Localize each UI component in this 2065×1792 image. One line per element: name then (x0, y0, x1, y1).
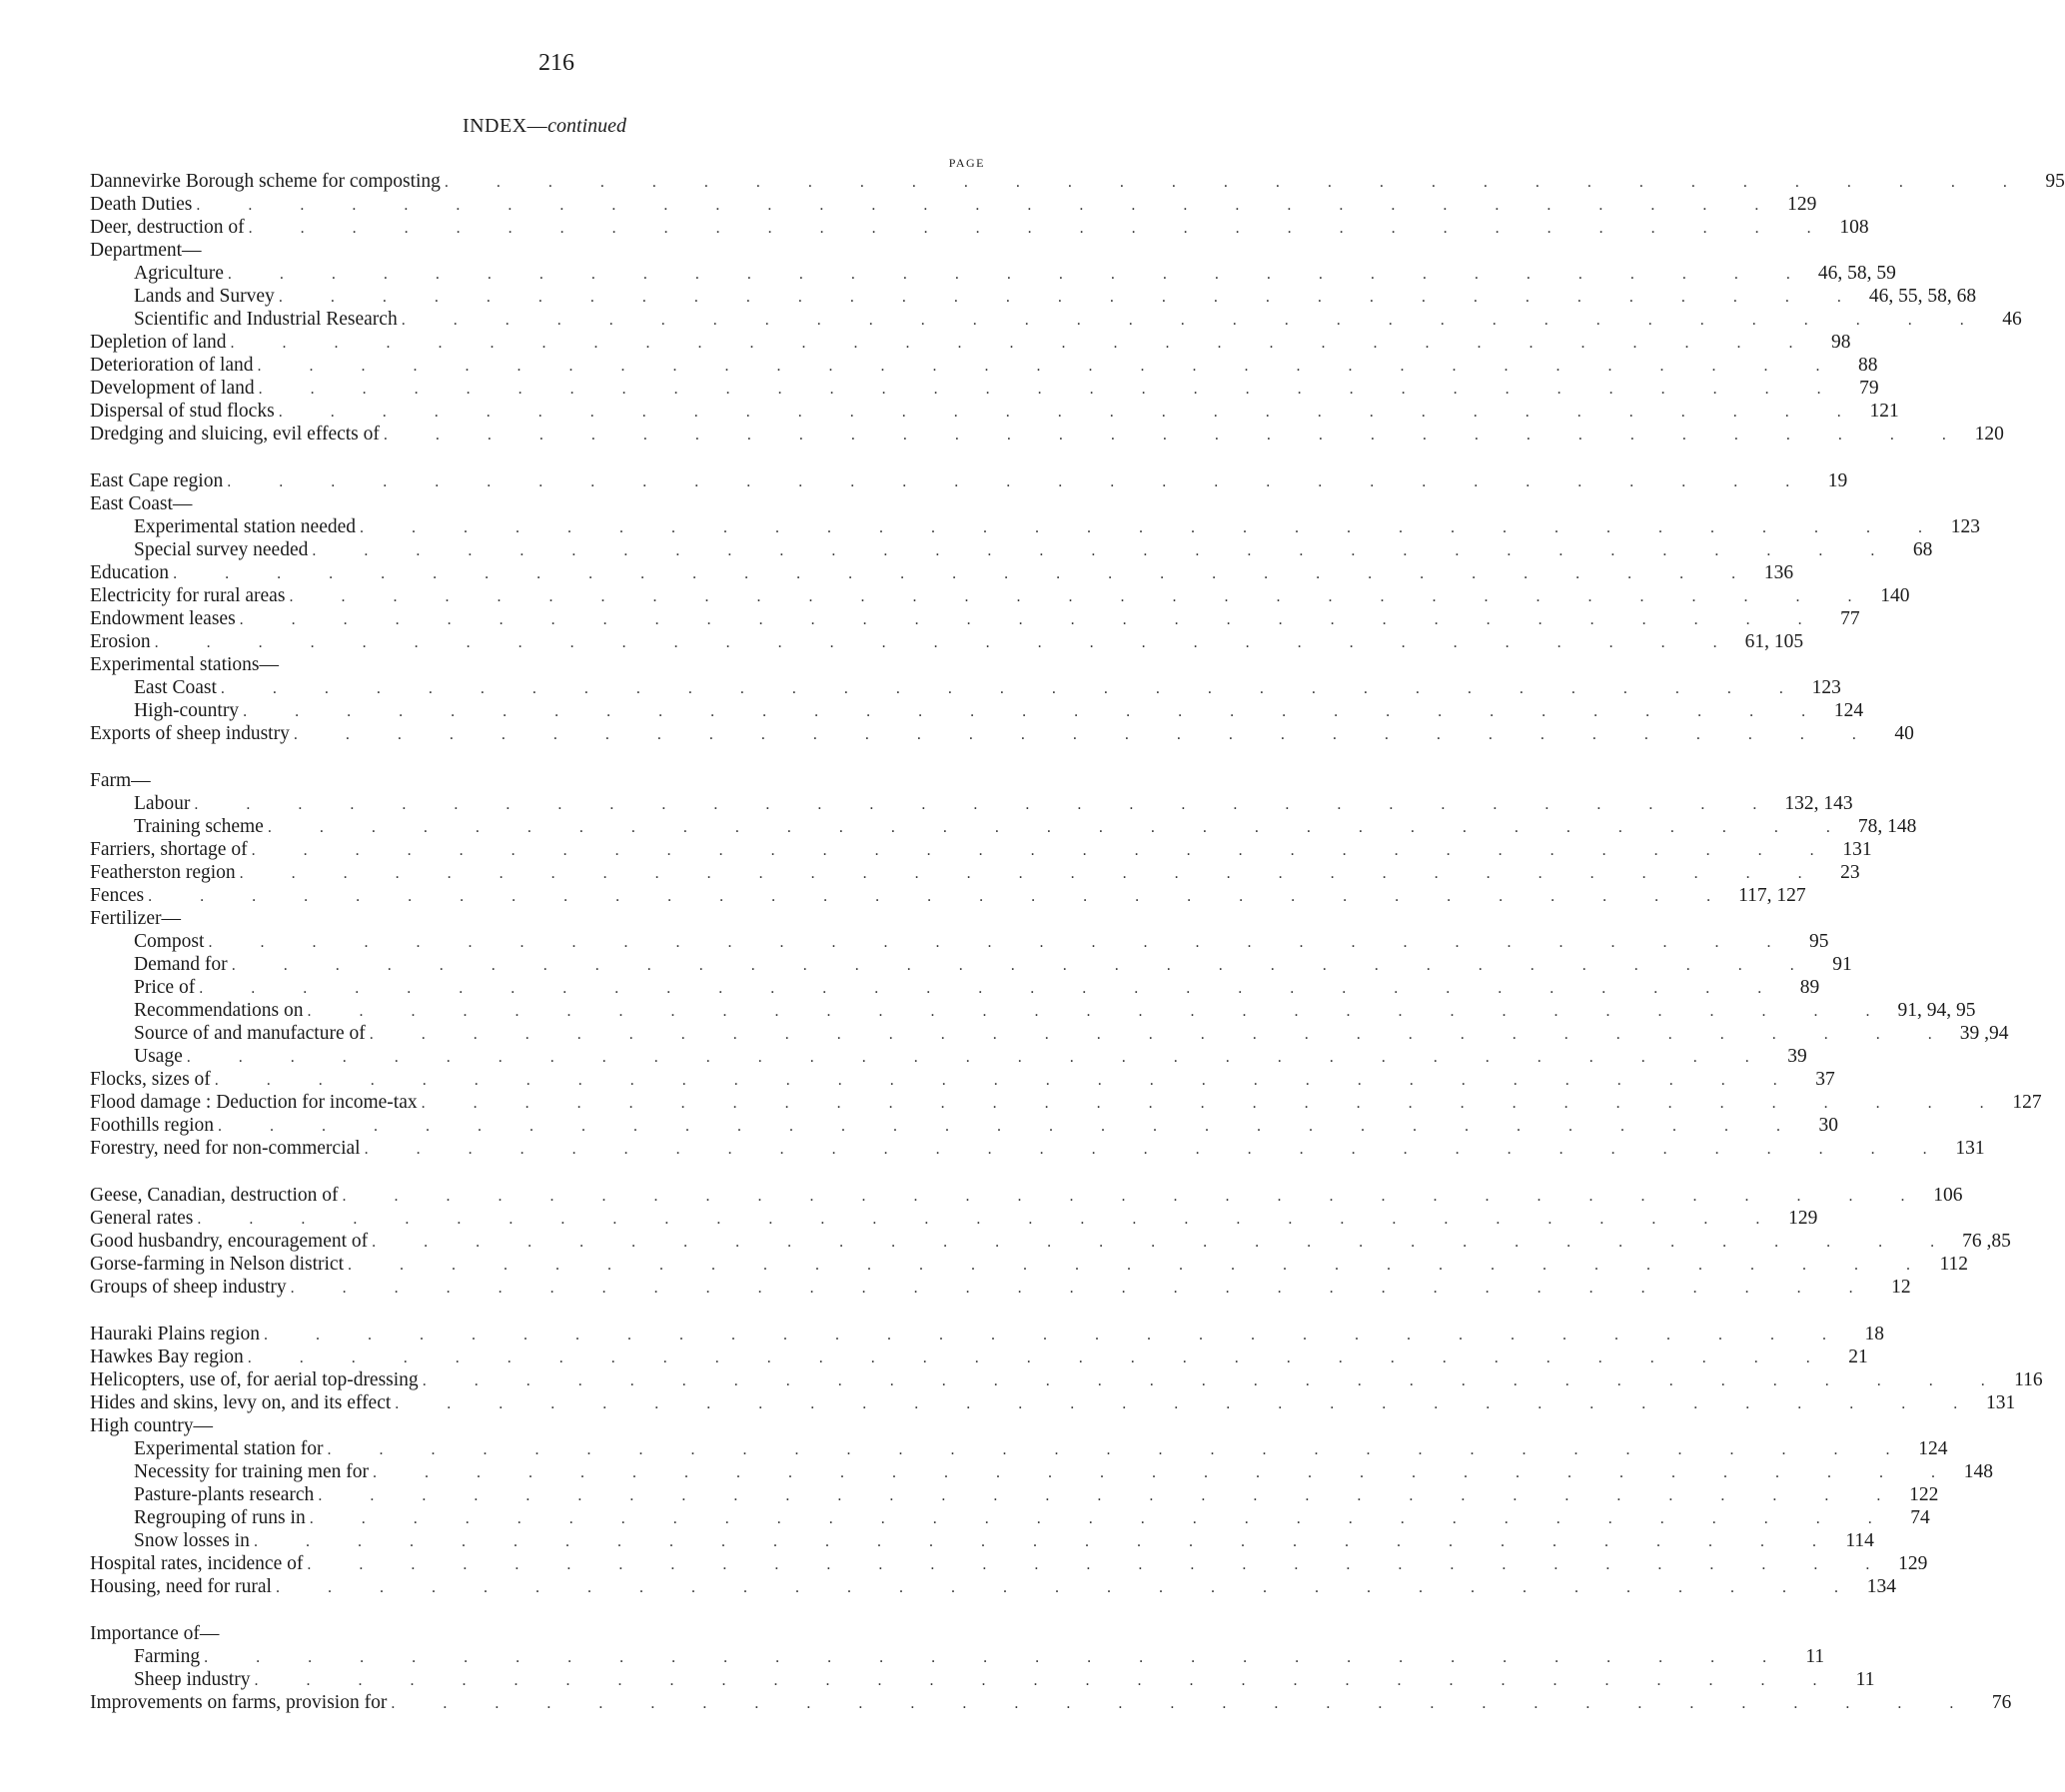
entry-label: Hawkes Bay region (90, 1345, 248, 1368)
index-entry (90, 1345, 1868, 1368)
index-entry (90, 216, 1869, 239)
index-entry (90, 1552, 1928, 1575)
entry-pages: 23 (1840, 862, 1860, 883)
entry-label: Forestry, need for non-commercial (90, 1137, 365, 1160)
entry-pages: 46, 58, 59 (1817, 263, 1896, 284)
index-entry (90, 331, 1851, 354)
entry-label: Dispersal of stud flocks (90, 400, 279, 423)
index-subentry (90, 1483, 1939, 1506)
entry-label: Usage (90, 1045, 187, 1068)
dot-leader: . . . . . . . . . . . . . . . . . . . . . . . . . . . . . . . (227, 473, 1812, 490)
index-entry (90, 170, 2065, 193)
entry-label: East Coast (90, 676, 221, 699)
entry-pages: 131 (1955, 1138, 1985, 1159)
entry-label: Importance of— (90, 1622, 223, 1645)
index-subentry (90, 1460, 1994, 1483)
dot-leader: . . . . . . . . . . . . . . . . . . . . . . . . . . . . . . . (278, 404, 1863, 421)
dot-leader: . . . . . . . . . . . . . . . . . . . . . . . . . . . . . . . (218, 1118, 1803, 1135)
entry-label: Labour (90, 792, 194, 815)
entry-pages: 46 (2002, 309, 2022, 330)
index-subentry (90, 515, 1981, 538)
index-entry (90, 492, 985, 515)
entry-label: Good husbandry, encouragement of (90, 1230, 372, 1253)
index-entry (90, 1184, 1963, 1207)
entry-label: Farriers, shortage of (90, 838, 252, 861)
dot-leader: . . . . . . . . . . . . . . . . . . . . . . . . . . . . . . . (364, 1141, 1949, 1158)
dot-leader: . . . . . . . . . . . . . . . . . . . . . . . . . . . . . . . (196, 197, 1781, 214)
index-entry (90, 1368, 2043, 1391)
index-entry (90, 1230, 2011, 1253)
dot-leader: . . . . . . . . . . . . . . . . . . . . . . . . . . . . . . . (194, 796, 1779, 813)
entry-pages: 78, 148 (1857, 816, 1917, 837)
entry-pages: 74 (1910, 1507, 1930, 1528)
index-subentry (90, 976, 1820, 999)
index-list (90, 170, 2065, 1714)
entry-label: Deer, destruction of (90, 216, 249, 239)
entry-label: Development of land (90, 377, 259, 400)
dot-leader: . . . . . . . . . . . . . . . . . . . . . . . . . . . . . . . (383, 427, 1968, 444)
entry-pages: 120 (1974, 424, 2004, 445)
dot-leader: . . . . . . . . . . . . . . . . . . . . . . . . . . . . . . . (204, 1649, 1789, 1666)
entry-label: Dannevirke Borough scheme for composting (90, 170, 445, 193)
dot-leader: . . . . . . . . . . . . . . . . . . . . . . . . . . . . . . . (360, 519, 1945, 536)
entry-pages: 40 (1894, 723, 1914, 744)
dot-leader: . . . . . . . . . . . . . . . . . . . . . . . . . . . . . . . (267, 819, 1852, 836)
entry-label: Deterioration of land (90, 354, 258, 377)
index-entry (90, 1276, 1911, 1299)
entry-label: Training scheme (90, 815, 268, 838)
entry-label: Pasture-plants research (90, 1483, 318, 1506)
entry-pages: 77 (1840, 608, 1860, 629)
entry-label: Fences (90, 884, 148, 907)
entry-pages: 134 (1866, 1576, 1896, 1597)
dot-leader: . . . . . . . . . . . . . . . . . . . . . . . . . . . . . . . (258, 381, 1843, 398)
entry-pages: 39 ,94 (1959, 1023, 2009, 1044)
entry-label: Erosion (90, 630, 155, 653)
entry-pages: 61, 105 (1744, 631, 1804, 652)
entry-pages: 11 (1855, 1669, 1875, 1690)
entry-label: Lands and Survey (90, 285, 279, 308)
dot-leader: . . . . . . . . . . . . . . . . . . . . . . . . . . . . . . . (186, 1049, 1771, 1066)
entry-label: Dredging and sluicing, evil effects of (90, 423, 384, 446)
index-entry (90, 907, 985, 930)
entry-label: Foothills region (90, 1114, 218, 1137)
entry-label: Death Duties (90, 193, 196, 216)
entry-pages: 131 (1842, 839, 1872, 860)
index-subentry (90, 1529, 1874, 1552)
entry-pages: 121 (1869, 401, 1899, 422)
index-subentry (90, 930, 1829, 953)
dot-leader: . . . . . . . . . . . . . . . . . . . . . . . . . . . . . . . (239, 865, 1824, 882)
dot-leader: . . . . . . . . . . . . . . . . . . . . . . . . . . . . . . . (257, 358, 1842, 375)
entry-label: Scientific and Industrial Research (90, 308, 402, 331)
entry-pages: 106 (1933, 1185, 1963, 1206)
entry-label: Gorse-farming in Nelson district (90, 1253, 348, 1276)
index-entry (90, 884, 1806, 907)
entry-pages: 124 (1833, 700, 1864, 721)
index-entry (90, 653, 985, 676)
entry-label: High country— (90, 1414, 217, 1437)
index-entry (90, 423, 2004, 446)
index-subentry (90, 1045, 1807, 1068)
dot-leader: . . . . . . . . . . . . . . . . . . . . . . . . . . . . . . . (214, 1072, 1799, 1089)
dot-leader: . . . . . . . . . . . . . . . . . . . . . . . . . . . . . . . (307, 1556, 1892, 1573)
index-entry (90, 1575, 1896, 1598)
entry-label: Sheep industry (90, 1668, 254, 1691)
entry-pages: 122 (1909, 1484, 1939, 1505)
dot-leader: . . . . . . . . . . . . . . . . . . . . . . . . . . . . . . . (208, 934, 1793, 951)
entry-pages: 131 (1986, 1392, 2016, 1413)
dot-leader: . . . . . . . . . . . . . . . . . . . . . . . . . . . . . . . (253, 1533, 1838, 1550)
entry-label: Special survey needed (90, 538, 312, 561)
dot-leader: . . . . . . . . . . . . . . . . . . . . . . . . . . . . . . . (422, 1372, 2007, 1389)
dot-leader: . . . . . . . . . . . . . . . . . . . . . . . . . . . . . . . (154, 634, 1739, 651)
entry-pages: 116 (2014, 1369, 2043, 1390)
entry-pages: 21 (1848, 1346, 1868, 1367)
index-entry (90, 561, 1794, 584)
dot-leader: . . . . . . . . . . . . . . . . . . . . . . . . . . . . . . . (372, 1234, 1957, 1251)
index-entry (90, 584, 1910, 607)
index-subentry (90, 1022, 2009, 1045)
dot-leader: . . . . . . . . . . . . . . . . . . . . . . . . . . . . . . . (342, 1188, 1927, 1205)
index-subentry (90, 815, 1917, 838)
entry-pages: 18 (1864, 1324, 1885, 1344)
dot-leader: . . . . . . . . . . . . . . . . . . . . . . . . . . . . . . . (254, 1672, 1839, 1689)
entry-label: Flocks, sizes of (90, 1068, 215, 1091)
entry-pages: 79 (1859, 378, 1879, 399)
dot-leader: . . . . . . . . . . . . . . . . . . . . . . . . . . . . . . . (227, 266, 1812, 283)
entry-pages: 91, 94, 95 (1897, 1000, 1976, 1021)
entry-pages: 129 (1898, 1553, 1928, 1574)
index-subentry (90, 285, 1977, 308)
entry-label: Fertilizer— (90, 907, 185, 930)
page-number: 216 (538, 50, 574, 76)
entry-label: High-country (90, 699, 243, 722)
entry-label: Agriculture (90, 262, 228, 285)
entry-pages: 148 (1963, 1461, 1994, 1482)
dot-leader: . . . . . . . . . . . . . . . . . . . . . . . . . . . . . . . (395, 1395, 1980, 1412)
dot-leader: . . . . . . . . . . . . . . . . . . . . . . . . . . . . . . . (231, 957, 1816, 974)
entry-label: Regrouping of runs in (90, 1506, 310, 1529)
entry-label: Improvements on farms, provision for (90, 1691, 391, 1714)
dot-leader: . . . . . . . . . . . . . . . . . . . . . . . . . . . . . . . (444, 174, 2029, 191)
entry-label: Education (90, 561, 173, 584)
dot-leader: . . . . . . . . . . . . . . . . . . . . . . . . . . . . . . . (275, 1579, 1860, 1596)
dot-leader: . . . . . . . . . . . . . . . . . . . . . . . . . . . . . . . (243, 703, 1828, 720)
entry-pages: 39 (1787, 1046, 1807, 1067)
index-entry (90, 400, 1899, 423)
dot-leader: . . . . . . . . . . . . . . . . . . . . . . . . . . . . . . . (373, 1464, 1958, 1481)
entry-label: Hides and skins, levy on, and its effect (90, 1391, 395, 1414)
dot-leader: . . . . . . . . . . . . . . . . . . . . . . . . . . . . . . . (318, 1487, 1903, 1504)
dot-leader: . . . . . . . . . . . . . . . . . . . . . . . . . . . . . . . (289, 588, 1874, 605)
index-subentry (90, 1437, 1948, 1460)
entry-pages: 129 (1788, 1208, 1818, 1229)
entry-label: Helicopters, use of, for aerial top-dressing (90, 1368, 423, 1391)
entry-pages: 30 (1818, 1115, 1839, 1136)
index-entry (90, 377, 1879, 400)
entry-pages: 136 (1763, 562, 1794, 583)
index-entry (90, 1691, 2012, 1714)
dot-leader: . . . . . . . . . . . . . . . . . . . . . . . . . . . . . . . (327, 1441, 1912, 1458)
dot-leader: . . . . . . . . . . . . . . . . . . . . . . . . . . . . . . . (307, 1003, 1892, 1020)
entry-label: Experimental stations— (90, 653, 283, 676)
entry-pages: 140 (1880, 585, 1910, 606)
index-entry (90, 1622, 985, 1645)
header-continued: continued (547, 115, 627, 137)
index-entry (90, 1137, 1985, 1160)
dot-leader: . . . . . . . . . . . . . . . . . . . . . . . . . . . . . . . (148, 888, 1733, 905)
dot-leader: . . . . . . . . . . . . . . . . . . . . . . . . . . . . . . . (391, 1695, 1976, 1712)
entry-label: Hospital rates, incidence of (90, 1552, 307, 1575)
dot-leader: . . . . . . . . . . . . . . . . . . . . . . . . . . . . . . . (264, 1327, 1849, 1344)
entry-pages: 91 (1832, 954, 1852, 975)
entry-pages: 127 (2012, 1092, 2042, 1113)
entry-label: Hauraki Plains region (90, 1323, 264, 1345)
dot-leader: . . . . . . . . . . . . . . . . . . . . . . . . . . . . . . . (369, 1026, 1954, 1043)
entry-pages: 89 (1799, 977, 1820, 998)
index-entry (90, 1207, 1818, 1230)
dot-leader: . . . . . . . . . . . . . . . . . . . . . . . . . . . . . . . (251, 842, 1836, 859)
index-subentry (90, 792, 1853, 815)
index-entry (90, 469, 1848, 492)
entry-label: Electricity for rural areas (90, 584, 289, 607)
index-subentry (90, 699, 1864, 722)
index-subentry (90, 538, 1933, 561)
index-subentry (90, 1645, 1825, 1668)
entry-label: Farm— (90, 769, 155, 792)
entry-pages: 88 (1858, 355, 1878, 376)
index-entry (90, 354, 1878, 377)
entry-label: Geese, Canadian, destruction of (90, 1184, 343, 1207)
index-entry (90, 769, 985, 792)
entry-pages: 108 (1839, 217, 1869, 238)
index-entry (90, 1068, 1835, 1091)
entry-label: Department— (90, 239, 206, 262)
index-entry (90, 239, 985, 262)
entry-label: General rates (90, 1207, 197, 1230)
entry-label: Price of (90, 976, 199, 999)
entry-label: Exports of sheep industry (90, 722, 294, 745)
entry-label: Recommendations on (90, 999, 308, 1022)
dot-leader: . . . . . . . . . . . . . . . . . . . . . . . . . . . . . . . (312, 542, 1897, 559)
entry-pages: 37 (1815, 1069, 1835, 1090)
entry-pages: 11 (1805, 1646, 1825, 1667)
index-entry (90, 1323, 1885, 1345)
index-entry (90, 1253, 1968, 1276)
entry-pages: 76 ,85 (1962, 1231, 2011, 1252)
entry-pages: 19 (1827, 470, 1848, 491)
index-entry (90, 861, 1860, 884)
entry-pages: 124 (1918, 1438, 1948, 1459)
index-entry (90, 838, 1872, 861)
dot-leader: . . . . . . . . . . . . . . . . . . . . . . . . . . . . . . . (309, 1510, 1894, 1527)
index-entry (90, 1114, 1839, 1137)
entry-label: Farming (90, 1645, 204, 1668)
index-entry (90, 607, 1860, 630)
dot-leader: . . . . . . . . . . . . . . . . . . . . . . . . . . . . . . . (278, 289, 1863, 306)
index-header (0, 115, 1089, 138)
index-entry (90, 1391, 2016, 1414)
entry-pages: 129 (1787, 194, 1817, 215)
entry-pages: 95 (1808, 931, 1829, 952)
entry-label: Snow losses in (90, 1529, 254, 1552)
dot-leader: . . . . . . . . . . . . . . . . . . . . . . . . . . . . . . . (421, 1095, 2006, 1112)
entry-label: Experimental station needed (90, 515, 360, 538)
entry-pages: 112 (1939, 1254, 1968, 1275)
entry-label: East Cape region (90, 469, 227, 492)
index-entry (90, 1091, 2042, 1114)
entry-pages: 117, 127 (1738, 885, 1806, 906)
dot-leader: . . . . . . . . . . . . . . . . . . . . . . . . . . . . . . . (239, 611, 1824, 628)
index-subentry (90, 676, 1841, 699)
entry-pages: 123 (1950, 516, 1981, 537)
entry-label: Compost (90, 930, 208, 953)
dot-leader: . . . . . . . . . . . . . . . . . . . . . . . . . . . . . . . (348, 1257, 1932, 1274)
entry-label: Featherston region (90, 861, 240, 884)
dot-leader: . . . . . . . . . . . . . . . . . . . . . . . . . . . . . . . (290, 1280, 1875, 1297)
dot-leader: . . . . . . . . . . . . . . . . . . . . . . . . . . . . . . . (199, 980, 1784, 997)
dot-leader: . . . . . . . . . . . . . . . . . . . . . . . . . . . . . . . (247, 1349, 1832, 1366)
index-entry (90, 722, 1914, 745)
dot-leader: . . . . . . . . . . . . . . . . . . . . . . . . . . . . . . . (401, 312, 1986, 329)
entry-label: Necessity for training men for (90, 1460, 373, 1483)
entry-pages: 132, 143 (1784, 793, 1853, 814)
index-entry (90, 630, 1804, 653)
dot-leader: . . . . . . . . . . . . . . . . . . . . . . . . . . . . . . . (173, 565, 1758, 582)
index-subentry (90, 999, 1976, 1022)
entry-pages: 123 (1811, 677, 1841, 698)
entry-pages: 12 (1891, 1277, 1911, 1298)
index-subentry (90, 1506, 1930, 1529)
entry-pages: 76 (1991, 1692, 2012, 1713)
entry-label: Endowment leases (90, 607, 240, 630)
entry-label: East Coast— (90, 492, 196, 515)
index-subentry (90, 262, 1896, 285)
entry-label: Flood damage : Deduction for income-tax (90, 1091, 422, 1114)
index-entry (90, 193, 1817, 216)
entry-pages: 98 (1830, 332, 1851, 353)
index-subentry (90, 1668, 1875, 1691)
entry-label: Groups of sheep industry (90, 1276, 291, 1299)
index-subentry (90, 308, 2022, 331)
entry-pages: 95 (2045, 171, 2065, 192)
dot-leader: . . . . . . . . . . . . . . . . . . . . . . . . . . . . . . . (197, 1211, 1782, 1228)
page-column-label: PAGE (948, 156, 985, 170)
index-entry (90, 1414, 985, 1437)
entry-pages: 68 (1912, 539, 1933, 560)
entry-label: Source of and manufacture of (90, 1022, 370, 1045)
dot-leader: . . . . . . . . . . . . . . . . . . . . . . . . . . . . . . . (220, 680, 1805, 697)
entry-label: Housing, need for rural (90, 1575, 276, 1598)
index-subentry (90, 953, 1852, 976)
entry-label: Depletion of land (90, 331, 230, 354)
header-title: INDEX— (462, 115, 548, 137)
entry-pages: 46, 55, 58, 68 (1868, 286, 1977, 307)
entry-pages: 114 (1845, 1530, 1874, 1551)
dot-leader: . . . . . . . . . . . . . . . . . . . . . . . . . . . . . . . (248, 220, 1833, 237)
dot-leader: . . . . . . . . . . . . . . . . . . . . . . . . . . . . . . . (230, 335, 1815, 352)
dot-leader: . . . . . . . . . . . . . . . . . . . . . . . . . . . . . . . (293, 726, 1878, 743)
entry-label: Demand for (90, 953, 232, 976)
entry-label: Experimental station for (90, 1437, 328, 1460)
